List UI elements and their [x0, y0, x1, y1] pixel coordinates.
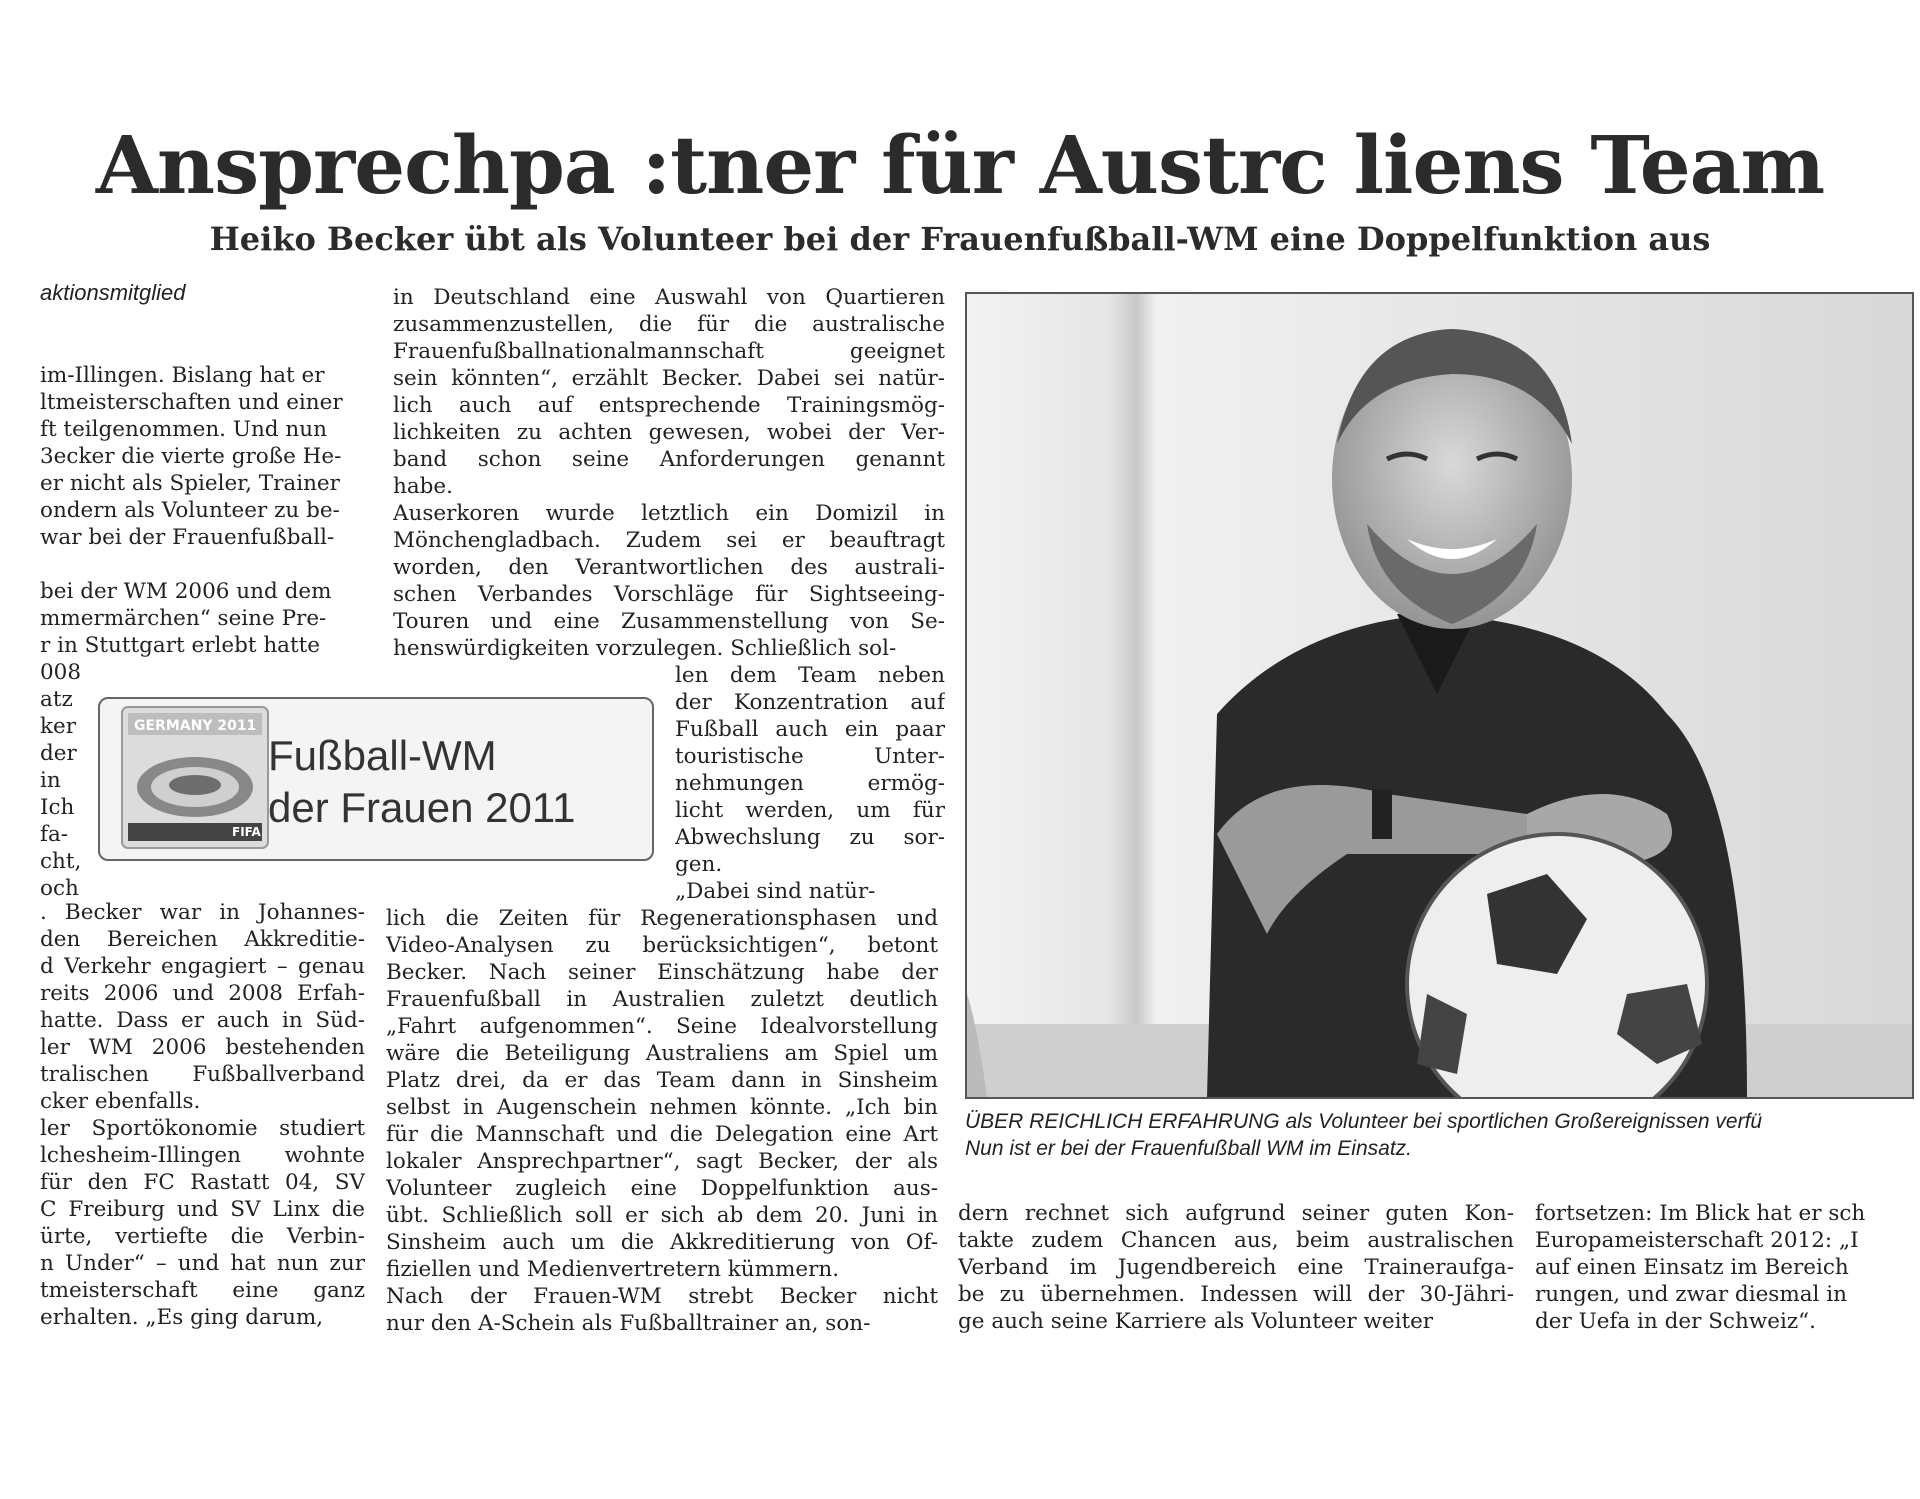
text-line: rungen, und zwar diesmal in	[1535, 1282, 1847, 1307]
text-line: wäre die Beteiligung Australiens am Spiel um	[386, 1041, 938, 1066]
text-line: für die Mannschaft und die Delegation eine Art	[386, 1122, 938, 1147]
info-box-line-2: der Frauen 2011	[268, 784, 576, 831]
text-line: ker	[40, 714, 77, 739]
text-line: cker ebenfalls.	[40, 1089, 201, 1114]
text-line: henswürdigkeiten vorzulegen. Schließlich sol-	[393, 636, 897, 661]
text-line: gen.	[675, 852, 723, 877]
text-line: ltmeisterschaften und einer	[40, 390, 343, 415]
text-line: Frauenfußballnationalmannschaft geeignet	[393, 339, 945, 364]
text-line: touristische Unter-	[675, 744, 945, 769]
text-line: Nach der Frauen-WM strebt Becker nicht	[386, 1284, 938, 1309]
text-line: schen Verbandes Vorschläge für Sightseeing-	[393, 582, 945, 607]
text-line: der Uefa in der Schweiz“.	[1535, 1309, 1816, 1334]
text-line: den Bereichen Akkreditie-	[40, 927, 365, 952]
text-line: Video-Analysen zu berücksichtigen“, betont	[386, 933, 938, 958]
text-line: lichkeiten zu achten gewesen, wobei der Ver-	[393, 420, 945, 445]
text-line: C Freiburg und SV Linx die	[40, 1197, 365, 1222]
text-line: nur den A-Schein als Fußballtrainer an, son-	[386, 1311, 871, 1336]
text-line: mmermärchen“ seine Pre-	[40, 606, 327, 631]
text-line: Abwechslung zu sor-	[675, 825, 945, 850]
text-line: für den FC Rastatt 04, SV	[40, 1170, 365, 1195]
text-line: be zu übernehmen. Indessen will der 30-Jähri-	[958, 1282, 1514, 1307]
text-line: ler Sportökonomie studiert	[40, 1116, 365, 1141]
text-line: in	[40, 768, 61, 793]
column-1-bottom	[40, 899, 365, 1331]
logo-text: GERMANY 2011	[134, 718, 257, 734]
text-line: ge auch seine Karriere als Volunteer weiter	[958, 1309, 1434, 1334]
column-2-bottom	[386, 905, 938, 1337]
column-4	[1535, 1200, 1895, 1335]
text-line: ft teilgenommen. Und nun	[40, 417, 327, 442]
text-line: takte zudem Chancen aus, beim australischen	[958, 1228, 1514, 1253]
text-line: n Under“ – und hat nun zur	[40, 1251, 365, 1276]
text-line: Frauenfußball in Australien zuletzt deutlich	[386, 987, 938, 1012]
text-line: band schon seine Anforderungen genannt	[393, 447, 945, 472]
info-box-title	[268, 730, 575, 834]
text-line: auf einen Einsatz im Bereich	[1535, 1255, 1849, 1280]
text-line: „Dabei sind natür-	[675, 879, 876, 904]
text-line: im-Illingen. Bislang hat er	[40, 363, 325, 388]
text-line: ler WM 2006 bestehenden	[40, 1035, 365, 1060]
portrait-photo	[965, 292, 1914, 1099]
text-line: war bei der Frauenfußball-	[40, 525, 335, 550]
text-line: Platz drei, da er das Team dann in Sinsheim	[386, 1068, 938, 1093]
text-line: Volunteer zugleich eine Doppelfunktion aus-	[386, 1176, 938, 1201]
text-line: Ich	[40, 795, 75, 820]
text-line: tmeisterschaft eine ganz	[40, 1278, 365, 1303]
text-line: lich auch auf entsprechende Trainingsmög-	[393, 393, 945, 418]
logo-sub: FIFA	[232, 825, 261, 839]
text-line: selbst in Augenschein nehmen könnte. „Ich bin	[386, 1095, 938, 1120]
caption-line-1: ÜBER REICHLICH ERFAHRUNG als Volunteer bei sportlichen Großereignissen verfü	[965, 1110, 1763, 1133]
text-line: tralischen Fußballverband	[40, 1062, 365, 1087]
text-line: er nicht als Spieler, Trainer	[40, 471, 340, 496]
subheadline: Heiko Becker übt als Volunteer bei der Frauenfußball-WM eine Doppelfunktion aus	[209, 220, 1711, 258]
text-line: licht werden, um für	[675, 798, 945, 823]
text-line: habe.	[393, 474, 453, 499]
text-line: erhalten. „Es ging darum,	[40, 1305, 324, 1330]
text-line: sein könnten“, erzählt Becker. Dabei sei natür-	[393, 366, 945, 391]
column-2-narrow	[675, 662, 945, 905]
text-line: d Verkehr engagiert – genau	[40, 954, 365, 979]
text-line: nehmungen ermög-	[675, 771, 945, 796]
text-line: Auserkoren wurde letztlich ein Domizil in	[393, 501, 945, 526]
text-line: 008	[40, 660, 82, 685]
info-box-line-1: Fußball-WM	[268, 732, 497, 779]
text-line: lchesheim-Illingen wohnte	[40, 1143, 365, 1168]
text-line: Sinsheim auch um die Akkreditierung von Of-	[386, 1230, 938, 1255]
text-line: och	[40, 876, 79, 901]
portrait-illustration	[967, 294, 1912, 1097]
text-line: fiziellen und Medienvertretern kümmern.	[386, 1257, 840, 1282]
text-line: worden, den Verantwortlichen des australi-	[393, 555, 945, 580]
text-line: der	[40, 741, 77, 766]
text-line: reits 2006 und 2008 Erfah-	[40, 981, 365, 1006]
text-line: len dem Team neben	[675, 663, 945, 688]
text-line: 3ecker die vierte große He-	[40, 444, 342, 469]
text-line: Fußball auch ein paar	[675, 717, 945, 742]
text-line: bei der WM 2006 und dem	[40, 579, 332, 604]
text-line: ondern als Volunteer zu be-	[40, 498, 340, 523]
text-line: zusammenzustellen, die für die australische	[393, 312, 945, 337]
headline: Ansprechpa :tner für Austrc liens Team	[95, 118, 1825, 212]
world-cup-logo-icon	[120, 705, 270, 850]
text-line: dern rechnet sich aufgrund seiner guten Kon-	[958, 1201, 1514, 1226]
text-line: Verband im Jugendbereich eine Traineraufga-	[958, 1255, 1514, 1280]
text-line: cht,	[40, 849, 82, 874]
column-3	[958, 1200, 1514, 1335]
column-2-top	[393, 284, 945, 662]
text-line: „Fahrt aufgenommen“. Seine Idealvorstellung	[386, 1014, 938, 1039]
text-line: ürte, vertiefte die Verbin-	[40, 1224, 365, 1249]
text-line: . Becker war in Johannes-	[40, 900, 365, 925]
photo-caption	[965, 1108, 1910, 1162]
text-line: Becker. Nach seiner Einschätzung habe der	[386, 960, 938, 985]
text-line: hatte. Dass er auch in Süd-	[40, 1008, 365, 1033]
text-line: fa-	[40, 822, 69, 847]
text-line: Europameisterschaft 2012: „I	[1535, 1228, 1859, 1253]
text-line: fortsetzen: Im Blick hat er sch	[1535, 1201, 1866, 1226]
text-line: der Konzentration auf	[675, 690, 945, 715]
text-line: lokaler Ansprechpartner“, sagt Becker, der als	[386, 1149, 938, 1174]
text-line: atz	[40, 687, 73, 712]
byline: aktionsmitglied	[40, 280, 186, 305]
caption-line-2: Nun ist er bei der Frauenfußball WM im Einsatz.	[965, 1137, 1412, 1160]
text-line: übt. Schließlich soll er sich ab dem 20. Juni in	[386, 1203, 938, 1228]
text-line: lich die Zeiten für Regenerationsphasen und	[386, 906, 938, 931]
text-line: in Deutschland eine Auswahl von Quartieren	[393, 285, 945, 310]
text-line: r in Stuttgart erlebt hatte	[40, 633, 321, 658]
text-line: Mönchengladbach. Zudem sei er beauftragt	[393, 528, 945, 553]
text-line: Touren und eine Zusammenstellung von Se-	[393, 609, 945, 634]
text-line	[40, 551, 365, 578]
